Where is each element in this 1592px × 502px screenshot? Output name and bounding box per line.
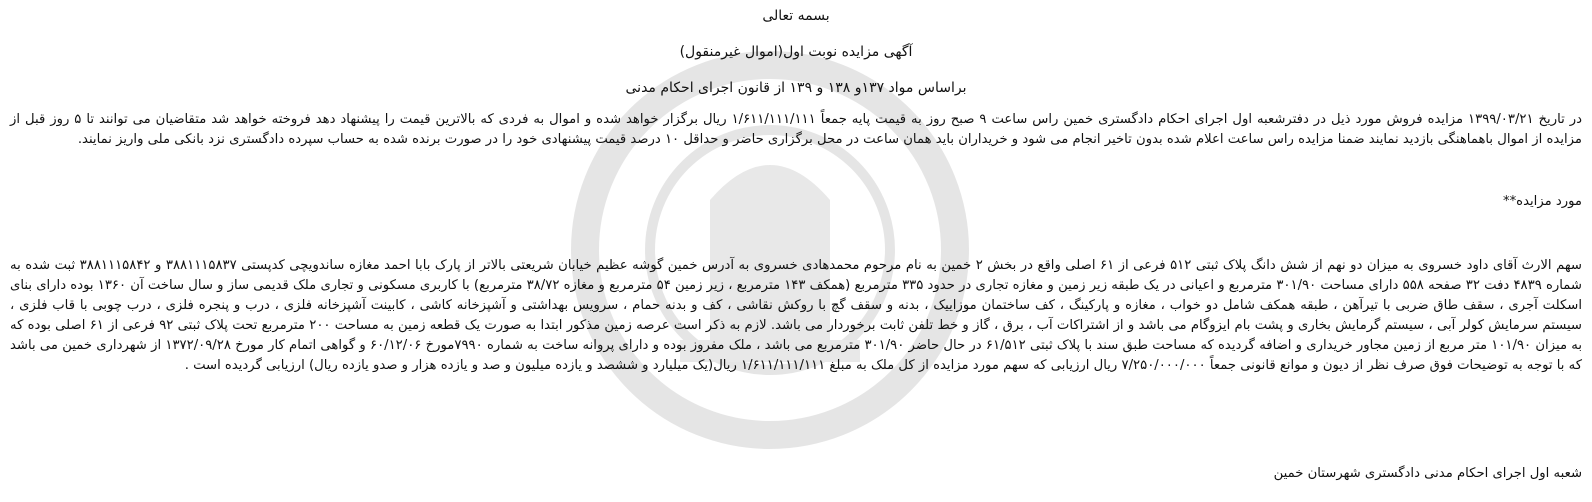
notice-title: آگهی مزایده نوبت اول(اموال غیرمنقول) [679,44,913,60]
property-description: سهم الارث آقای داود خسروی به میزان دو نهم از شش دانگ پلاک ثبتی ۵۱۲ فرعی از ۶۱ اصلی واقع در بخش ۲ خمین به نام مرحوم محمدهادی خسروی به آدرس خمین گوشه عظیم خیابان شریعتی بالاتر از پارک بابا احمد مغازه ساندویچی کدپستی ۳۸۸۱۱۱۵۸۳۷ و ۳۸۸۱۱۱۵۸۴۲ ثبت شده به شماره ۴۸۳۹ دفت ۳۲ صفحه ۵۵۸ دارای مساحت ۳۰۱/۹۰ مترمربع و اعیانی در یک طبقه زیر زمین و مغازه تجاری در حدود ۳۳۵ مترمربع (همکف ۱۴۳ مترمربع ، زیر زمین ۵۴ مترمربع و مغازه ۳۸/۷۲ مترمربع) با کاربری مسکونی و تجاری ملک قدیمی ساز و سال ساخت آن ۱۳۶۰ بوده دارای بنای اسکلت آجری ، سقف طاق ضربی با تیرآهن ، طبقه همکف شامل دو خواب ، مغازه و پارکینگ ، کف ساختمان موزاییک ، بدنه و سقف گچ با روکش نقاشی ، کف و بدنه حمام ، سرویس بهداشتی و آشپزخانه کاشی ، کابینت آشپزخانه فلزی ، درب و پنجره فلزی ، درب چوبی با قاب فلزی ، سیستم سرمایش کولر آبی ، سیستم گرمایش بخاری و پشت بام ایزوگام می باشد و از اشتراکات آب ، برق ، گاز و خط تلفن ثابت برخوردار می باشد. لازم به ذکر است عرصه زمین مذکور ابتدا به صورت یک قطعه زمین به مساحت ۲۰۰ مترمربع تحت پلاک ثبتی ۹۲ فرعی از ۶۱ اصلی بوده که به میزان ۱۰۱/۹۰ متر مربع از زمین مجاور خریداری و اضافه گردیده که مساحت طبق سند با پلاک ثبتی ۶۱/۵۱۲ در حال حاضر ۳۰۱/۹۰ مترمربع می باشد ، ملک مفروز بوده و دارای پروانه ساخت به شماره ۷۹۹۰مورخ ۶۰/۱۲/۰۶ و گواهی اتمام کار مورخ ۱۳۷۲/۰۹/۲۸ از شهرداری خمین می باشد که با توجه به توضیحات فوق صرف نظر از دیون و موانع قانونی جمعاً ۷/۲۵۰/۰۰۰/۰۰۰ ریال ارزیابی که سهم مورد مزایده از کل ملک به مبلغ ۱/۶۱۱/۱۱۱/۱۱۱ ریال(یک میلیارد و ششصد و یازده میلیون و صد و یازده هزار و صدو یازده ریال) ارزیابی گردیده است . [10,258,1582,373]
legal-basis: براساس مواد ۱۳۷و ۱۳۸ و ۱۳۹ از قانون اجرای احکام مدنی [625,80,967,96]
intro-paragraph: در تاریخ ۱۳۹۹/۰۳/۲۱ مزایده فروش مورد ذیل در دفترشعبه اول اجرای احکام دادگستری خمین راس ساعت ۹ صبح روز به قیمت پایه جمعاً ۱/۶۱۱/۱۱۱/۱۱۱ ریال برگزار خواهد شده و اموال به فردی که بالاترین قیمت را پیشنهاد دهد فروخته خواهد شد متقاضیان می توانند تا ۵ روز قبل از مزایده از اموال باهماهنگی بازدید نمایند ضمنا مزایده راس ساعت اعلام شده بدون تاخیر انجام می شود و خریداران باید همان ساعت در محل برگزاری حاضر و حداقل ۱۰ درصد قیمت پیشنهادی خود را در صورت برنده شده به حساب سپرده دادگستری نزد بانکی ملی واریز نمایند. [10,112,1582,147]
issuer-signature: شعبه اول اجرای احکام مدنی دادگستری شهرستان خمین [1273,466,1582,481]
auction-subject-label: مورد مزایده** [1502,194,1582,209]
basmala-heading: بسمه تعالی [762,8,830,24]
auction-notice [10,0,1582,502]
